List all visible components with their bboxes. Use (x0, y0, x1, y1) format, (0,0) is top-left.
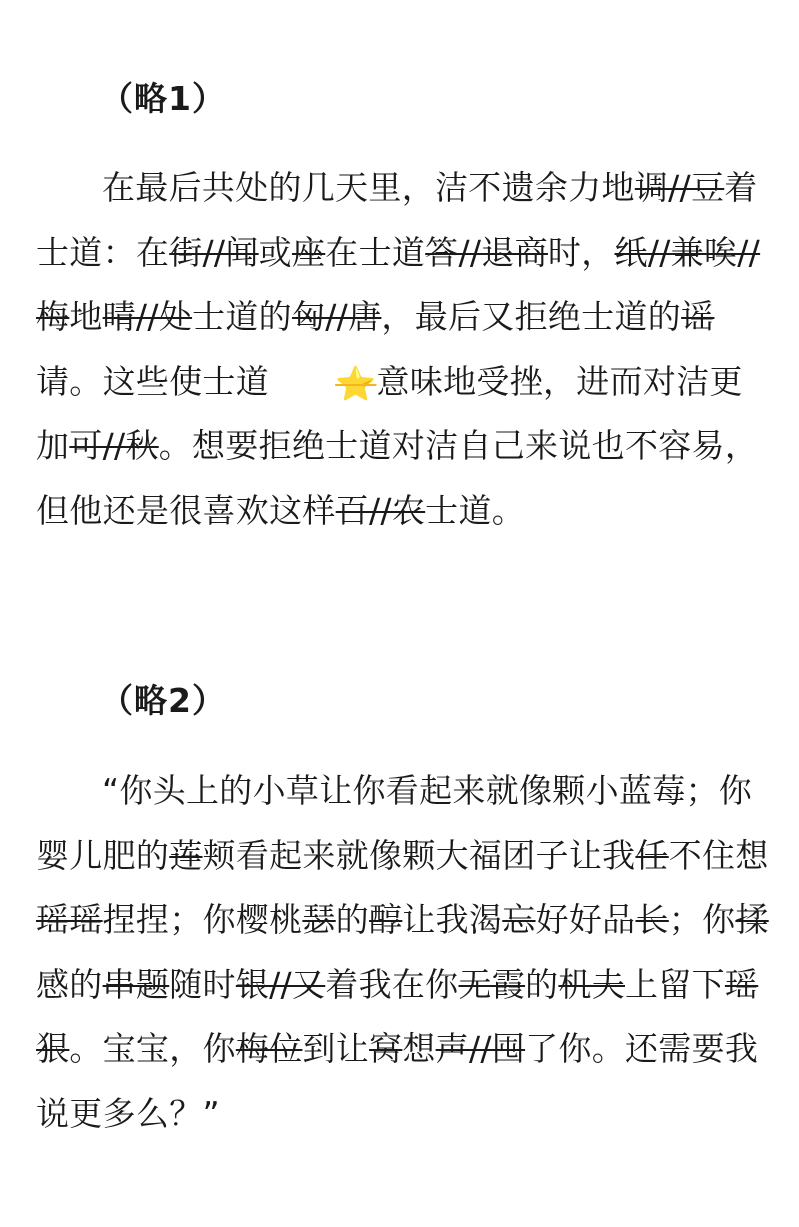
section-2-paragraph (36, 759, 776, 1146)
strikethrough-text: 莲 (169, 835, 203, 875)
text-segment: 不住想 (668, 835, 769, 875)
text-segment: 随时 (169, 964, 236, 1004)
text-segment: 意味地受挫，进而对洁更加 (36, 361, 743, 465)
text-segment: 好好品 (535, 900, 636, 939)
strikethrough-text: 梅位 (235, 1029, 303, 1068)
text-segment: 时， (547, 232, 615, 272)
text-segment: 上留下 (625, 964, 725, 1004)
text-segment: ，最后又拒绝士道的 (381, 297, 682, 336)
strikethrough-text: 声//囤 (435, 1029, 526, 1068)
strikethrough-text: 纸//兼唉//梅 (36, 232, 761, 336)
strikethrough-text: 醇 (369, 900, 403, 939)
strikethrough-text: 瑶瑶 (36, 900, 103, 939)
strikethrough-text: 长 (635, 900, 669, 939)
strikethrough-text: 揉 (735, 900, 769, 939)
strikethrough-text: 晴//处 (102, 297, 193, 336)
strikethrough-text: 座 (291, 232, 326, 272)
section-1-heading: （略1） (100, 79, 226, 118)
strikethrough-text: 银//又 (235, 964, 326, 1004)
text-segment: “你头上的小草让你看起来就像颗小蓝莓；你婴儿肥的 (36, 771, 753, 875)
strikethrough-text: 机夫 (558, 964, 625, 1004)
strikethrough-text: 匈//唐 (291, 297, 382, 336)
strikethrough-text: 瑶狠 (36, 964, 759, 1068)
text-segment: ；你 (668, 900, 736, 939)
strikethrough-text: 百//农 (335, 490, 426, 530)
text-segment: 让我渴 (402, 900, 503, 939)
strikethrough-text: 无霞 (458, 964, 526, 1004)
text-segment: 在士道 (325, 232, 426, 272)
text-segment: 的 (335, 900, 370, 939)
strikethrough-text: 串题 (102, 964, 170, 1004)
text-segment: 颊看起来就像颗大福团子让我 (202, 835, 636, 875)
strikethrough-text: 瑟 (302, 900, 336, 939)
text-segment: 士道的 (192, 297, 292, 336)
strikethrough-text: 答//退商 (425, 232, 548, 272)
text-segment: 着我在你 (325, 964, 459, 1004)
text-segment: 感的 (36, 964, 103, 1004)
strikethrough-text: 谣 (681, 297, 715, 336)
strikethrough-text: 街//闻 (169, 232, 259, 272)
section-1-paragraph (36, 156, 776, 543)
text-segment: 捏捏；你樱桃 (102, 900, 303, 939)
text-segment: 的 (525, 964, 559, 1004)
text-segment: 了你。还需要我说更多么？” (36, 1029, 759, 1133)
text-segment: 或 (258, 232, 292, 272)
text-segment: 着士道：在 (36, 168, 758, 272)
text-segment: 士道。 (425, 490, 526, 530)
strikethrough-text: 任 (635, 835, 669, 875)
text-segment: 请。这些使士道 (36, 361, 270, 401)
strikethrough-text: 窝 (369, 1029, 403, 1068)
text-segment: 。宝宝，你 (69, 1029, 236, 1068)
strikethrough-text: 可//秋 (69, 426, 159, 465)
text-segment: 想 (402, 1029, 436, 1068)
section-2-heading: （略2） (100, 681, 226, 720)
text-segment: 地 (69, 297, 103, 336)
text-segment: 到让 (302, 1029, 370, 1068)
strikethrough-text: 忘 (502, 900, 536, 939)
star-icon: ⭐ (335, 363, 377, 403)
text-segment: 。想要拒绝士道对洁自己来说也不容易，但他还是很喜欢这样 (36, 426, 759, 530)
strikethrough-text: 调//豆 (634, 168, 725, 207)
text-segment: 在最后共处的几天里，洁不遗余力地 (102, 168, 635, 207)
